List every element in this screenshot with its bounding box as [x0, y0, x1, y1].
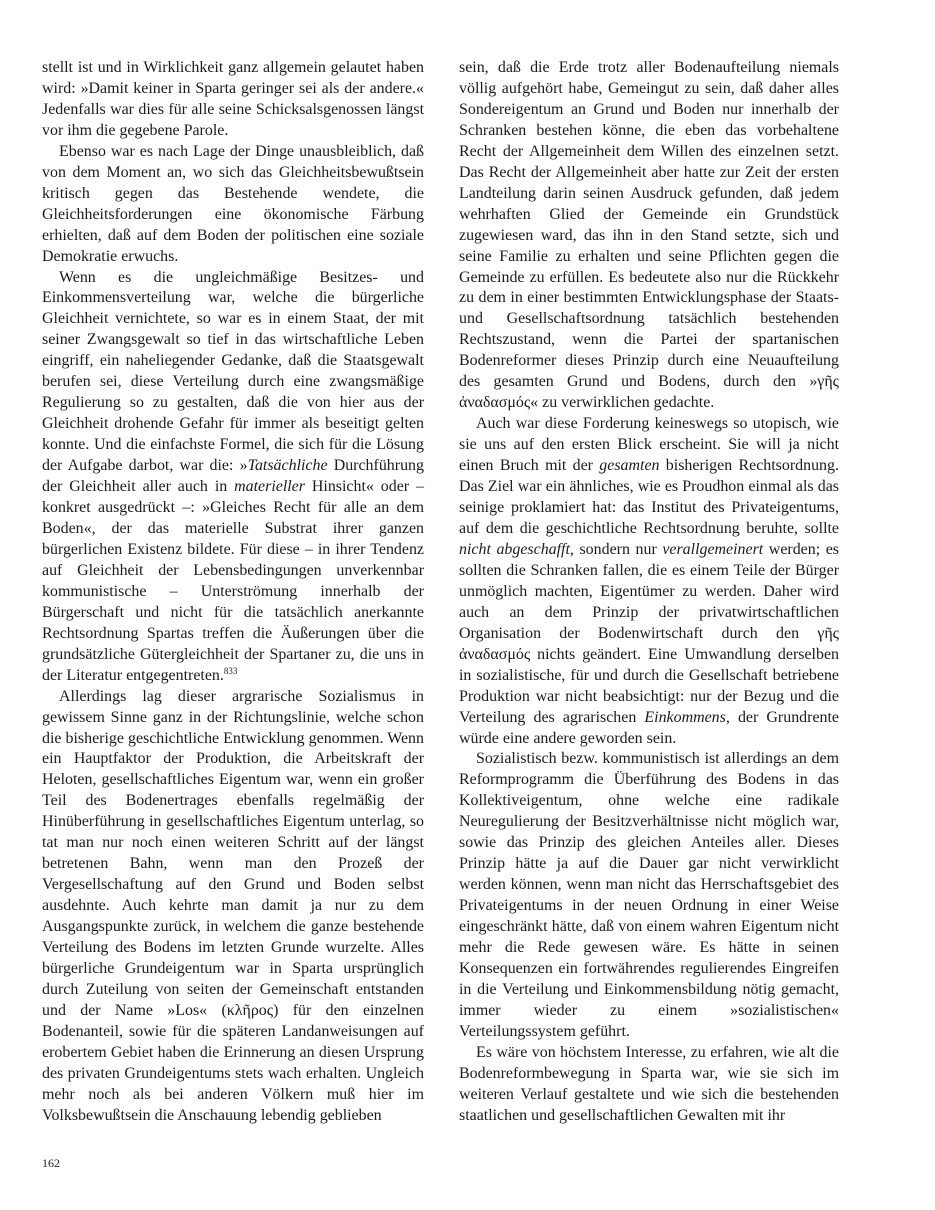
- left-paragraph-1: stellt ist und in Wirklichkeit ganz allgemein gelautet haben wird: »Damit keiner in Sparta geringer sei als der andere.« Jedenfalls war dies für alle seine Schicksalsgenossen längst vor ihm die gegebene Parole.: [42, 59, 424, 139]
- right-paragraph-2: [459, 414, 839, 749]
- footnote-marker: 833: [223, 665, 238, 676]
- emphasis-text: gesamten: [599, 457, 660, 475]
- text-run: Hinsicht« oder – konkret ausgedrückt –: »Gleiches Recht für alle an dem Boden«, der das materielle Substrat ihrer ganzen bürgerlichen Existenz bildete. Für diese – in ihrer Tendenz auf Gleichheit der Lebensbedingungen unverkennbar kommunistische – Unterströmung innerhalb der Bürgerschaft und nicht für die tatsächlich anerkannte Rechtsordnung Spartas treffen die Äußerungen über die grundsätzliche Gütergleichheit der Spartaner zu, die uns in der Literatur entgegentreten.: [42, 478, 424, 684]
- right-paragraph-3: Sozialistisch bezw. kommunistisch ist allerdings an dem Reformprogramm die Überführung des Bodens in das Kollektiveigentum, ohne welche eine radikale Neuregulierung der Besitzverhältnisse nicht möglich war, sowie das Prinzip des gleichen Anteiles aller. Dieses Prinzip hätte ja auf die Dauer gar nicht verwirklicht werden können, wenn man nicht das Herrschaftsgebiet des Privateigentums in der neuen Ordnung in einer Weise eingeschränkt hätte, daß von einem wahren Eigentum nicht mehr die Rede gewesen wäre. Es hätte in seinen Konsequenzen ein fortwährendes regulierendes Eingreifen in die Verteilung und Einkommensbildung nötig gemacht, immer wieder zu einem »sozialistischen« Verteilungssystem geführt.: [459, 750, 839, 1040]
- text-run: der Grundrente würde eine andere geworden sein.: [459, 708, 839, 747]
- emphasis-text: nicht abgeschafft,: [459, 540, 574, 558]
- left-column: [42, 58, 424, 1127]
- text-run: Auch war diese Forderung keineswegs so utopisch, wie sie uns auf den ersten Blick erscheint. Sie will ja nicht einen Bruch mit der: [459, 415, 839, 475]
- page-number: 162: [42, 1156, 60, 1170]
- text-run: bisherigen Rechtsordnung. Das Ziel war ein ähnliches, wie es Proudhon einmal als das seinige proklamiert hat: das Institut des Privateigentums, auf dem die geschichtliche Rechtsordnung beruhte, sollte: [459, 457, 839, 537]
- emphasis-text: materieller: [234, 478, 305, 496]
- right-column: [459, 58, 839, 1127]
- emphasis-text: Tatsächliche: [247, 457, 328, 475]
- right-paragraph-4: Es wäre von höchstem Interesse, zu erfahren, wie alt die Bodenreformbewegung in Sparta war, wie sie sich im weiteren Verlauf gestaltete und wie sich die bestehenden staatlichen und gesellschaftlichen Gewalten mit ihr: [459, 1043, 839, 1124]
- emphasis-text: Einkommens,: [644, 708, 730, 726]
- left-paragraph-4: Allerdings lag dieser argrarische Sozialismus in gewissem Sinne ganz in der Richtungslinie, welche schon die bisherige geschichtliche Entwicklung genommen. Wenn ein Hauptfaktor der Produktion, die Arbeitskraft der Heloten, gesellschaftliches Eigentum war, wenn ein großer Teil des Bodenertrages ebenfalls regelmäßig der Hinüberführung in gesellschaftliches Eigentum unterlag, so tat man nur noch einen weiteren Schritt auf der längst betretenen Bahn, wenn man den Prozeß der Vergesellschaftung auf den Grund und Boden selbst ausdehnte. Auch kehrte man damit ja nur zu dem Ausgangspunkte zurück, in welchem die ganze bestehende Verteilung des Bodens im letzten Grunde wurzelte. Alles bürgerliche Grundeigentum war in Sparta ursprünglich durch Zuteilung von seiten der Gemeinschaft entstanden und der Name »Los« (κλῆρος) für den einzelnen Bodenanteil, sowie für die späteren Landanweisungen auf erobertem Gebiet haben die Erinnerung an diesen Ursprung des privaten Grundeigentums stets wach erhalten. Ungleich mehr noch als bei anderen Völkern muß hier im Volksbewußtsein die Anschauung lebendig geblieben: [42, 687, 424, 1124]
- left-paragraph-2: Ebenso war es nach Lage der Dinge unausbleiblich, daß von dem Moment an, wo sich das Gleichheitsbewußtsein kritisch gegen das Bestehende wendete, die Gleichheitsforderungen eine ökonomische Färbung erhielten, daß auf dem Boden der politischen eine soziale Demokratie erwuchs.: [42, 142, 424, 265]
- text-run: werden; es sollten die Schranken fallen, die es einem Teile der Bürger unmöglich machten, Eigentümer zu werden. Daher wird auch an dem Prinzip der privatwirtschaftlichen Organisation der Bodenwirtschaft durch den γῆς ἀναδασμός nichts geändert. Eine Umwandlung derselben in sozialistische, für und durch die Gesellschaft betriebene Produktion war nicht beabsichtigt: nur der Bezug und die Verteilung des agrarischen: [459, 540, 839, 726]
- right-paragraph-1: sein, daß die Erde trotz aller Bodenaufteilung niemals völlig aufgehört habe, Gemeingut zu sein, daß daher alles Sondereigentum an Grund und Boden nur innerhalb der Schranken bestehen könne, die eben das vorbehaltene Recht der Allgemeinheit dem Willen des einzelnen setzt. Das Recht der Allgemeinheit aber hatte zur Zeit der ersten Landteilung darin seinen Ausdruck gefunden, daß jedem wehrhaften Glied der Gemeinde ein Grundstück zugewiesen ward, das ihn in den Stand setzte, sich und seine Familie zu erhalten und seine Pflichten gegen die Gemeinde zu erfüllen. Es bedeutete also nur die Rückkehr zu dem in einer bestimmten Entwicklungsphase der Staats- und Gesellschaftsordnung tatsächlich bestehenden Rechtszustand, wenn die Partei der spartanischen Bodenreformer dieses Prinzip durch eine Neuaufteilung des gesamten Grund und Bodens, durch den »γῆς ἀναδασμός« zu verwirklichen gedachte.: [459, 59, 839, 412]
- emphasis-text: verallgemeinert: [662, 540, 764, 558]
- left-paragraph-3: [42, 268, 424, 687]
- text-run: Wenn es die ungleichmäßige Besitzes- und Einkommensverteilung war, welche die bürgerliche Gleichheit vernichtete, so war es in einem Staat, der mit seiner Zwangsgewalt so tief in das wirtschaftliche Leben eingriff, ein naheliegender Gedanke, daß die Staatsgewalt berufen sei, diese Verteilung durch eine zwangsmäßige Regulierung so zu gestalten, daß die von hier aus der Gleichheit drohende Gefahr für immer als beseitigt gelten konnte. Und die einfachste Formel, die sich für die Lösung der Aufgabe darbot, war die: »: [42, 268, 424, 475]
- text-run: Durchführung der Gleichheit aller auch in: [42, 457, 424, 496]
- text-run: sondern nur: [573, 540, 663, 558]
